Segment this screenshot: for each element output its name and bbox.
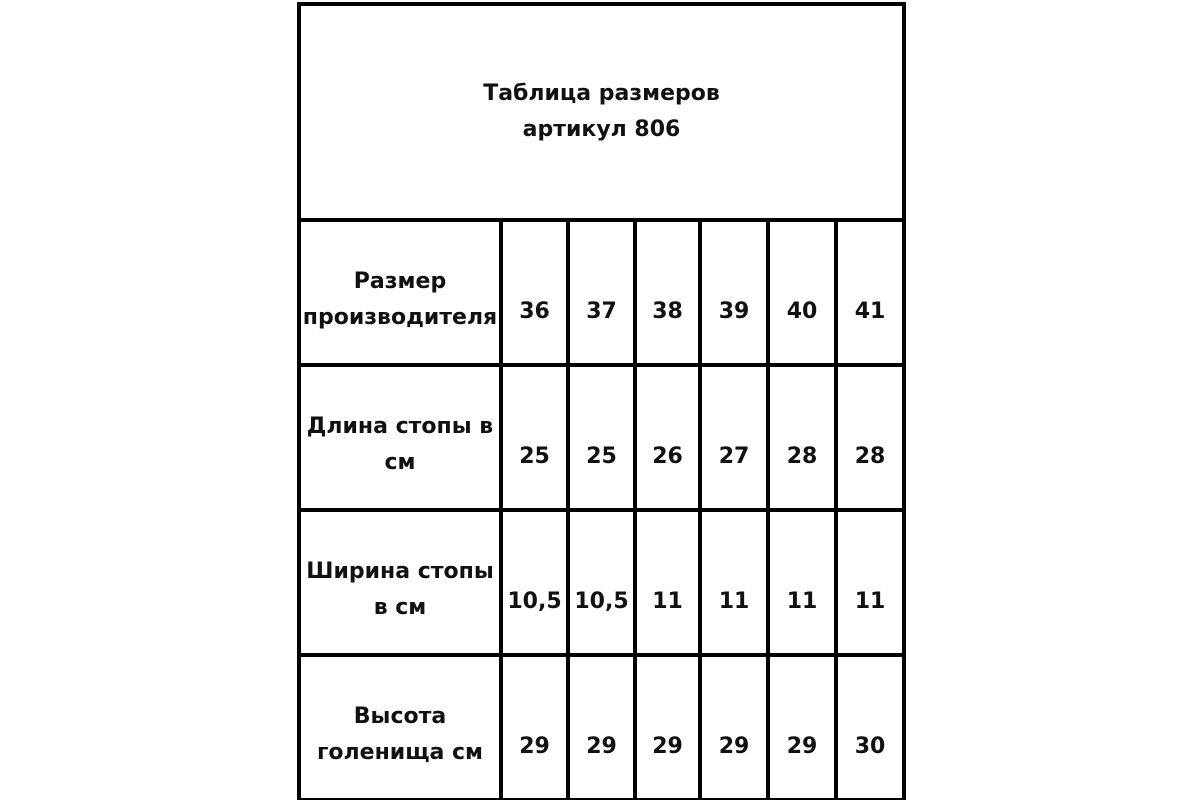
row-label-line1: Размер	[353, 268, 447, 294]
table-cell: 41	[836, 220, 904, 365]
table-cell: 11	[700, 510, 768, 655]
row-label-line2: голенища см	[316, 739, 484, 765]
table-title-line2: артикул 806	[522, 117, 681, 142]
table-cell: 40	[768, 220, 836, 365]
row-label-line2: см	[384, 449, 416, 475]
table-cell: 37	[568, 220, 635, 365]
table-cell: 25	[568, 365, 635, 510]
row-label-line1: Ширина стопы	[306, 558, 494, 584]
table-cell: 39	[700, 220, 768, 365]
row-label	[299, 220, 501, 365]
table-cell: 38	[635, 220, 700, 365]
table-cell: 10,5	[568, 510, 635, 655]
table-cell: 29	[768, 655, 836, 800]
title-row	[299, 4, 904, 220]
table-cell: 29	[568, 655, 635, 800]
table-cell: 29	[635, 655, 700, 800]
table-cell: 36	[501, 220, 568, 365]
table-cell: 11	[836, 510, 904, 655]
table-cell: 30	[836, 655, 904, 800]
table-cell: 28	[836, 365, 904, 510]
table-row-foot-width	[299, 510, 904, 655]
table-cell: 29	[501, 655, 568, 800]
size-chart-table	[297, 2, 906, 800]
table-cell: 10,5	[501, 510, 568, 655]
row-label	[299, 655, 501, 800]
table-cell: 25	[501, 365, 568, 510]
row-label	[299, 365, 501, 510]
row-label	[299, 510, 501, 655]
row-label-line1: Длина стопы в	[306, 413, 494, 439]
table-cell: 11	[768, 510, 836, 655]
table-row-shaft-height	[299, 655, 904, 800]
row-label-line2: в см	[373, 594, 427, 620]
table-row-foot-length	[299, 365, 904, 510]
table-cell: 26	[635, 365, 700, 510]
table-title	[299, 4, 904, 220]
table-title-line1: Таблица размеров	[483, 81, 720, 106]
row-label-line1: Высота	[353, 703, 447, 729]
row-label-line2: производителя	[302, 304, 498, 330]
table-cell: 27	[700, 365, 768, 510]
table-cell: 28	[768, 365, 836, 510]
table-row-manufacturer-size	[299, 220, 904, 365]
table-cell: 29	[700, 655, 768, 800]
table-cell: 11	[635, 510, 700, 655]
